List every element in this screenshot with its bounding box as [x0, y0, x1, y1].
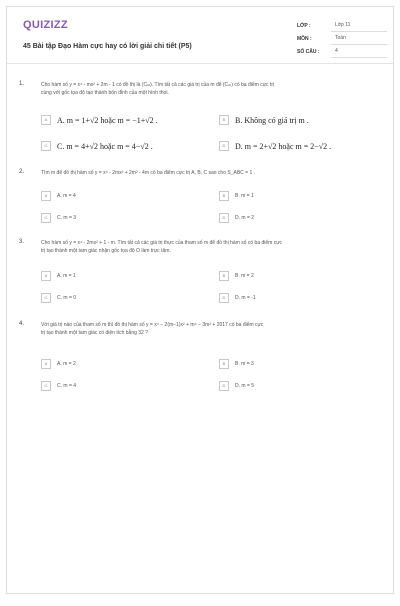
meta-row-count [297, 45, 387, 58]
question-number: 1. [19, 81, 25, 87]
option-text: B. m = 3 [235, 361, 254, 367]
question-text-line: Với giá trị nào của tham số m thì đồ thị hàm số y = x⁴ − 2(m−1)x² + m⁴ − 3m² + 2017 có ba điểm cực [41, 322, 264, 328]
option-text: D. m = -1 [235, 295, 256, 301]
worksheet-page [6, 6, 394, 594]
option-letter-box: C [41, 293, 51, 303]
question-text-line: Tìm m để đồ thị hàm số y = x⁴ - 2mx² + 2m² - 4m có ba điểm cực trị A, B, C sao cho S_ABC = 1 . [41, 170, 256, 176]
question-text-line: trị tạo thành một tam giác nhận gốc tọa độ O làm trực tâm. [41, 248, 171, 254]
option-text: D. m = 2 [235, 215, 255, 221]
page-title: 45 Bài tập Đạo Hàm cực hay có lời giải chi tiết (P5) [23, 43, 192, 50]
option-text: A. m = 1 [57, 273, 76, 279]
option-text: B. m = 2 [235, 273, 254, 279]
question-3 [19, 239, 387, 311]
question-1 [19, 81, 387, 161]
question-text [41, 81, 387, 97]
option-letter-box: B [219, 359, 229, 369]
option-b[interactable] [219, 271, 254, 281]
meta-row-subject [297, 32, 387, 45]
option-a[interactable] [41, 359, 76, 369]
option-text: C. m = 3 [57, 215, 77, 221]
meta-label: LỚP : [297, 22, 311, 29]
meta-row-grade [297, 19, 387, 32]
option-letter-box: D [219, 213, 229, 223]
meta-value: Toán [331, 32, 387, 45]
option-a[interactable] [41, 115, 158, 125]
question-text [41, 169, 387, 177]
question-4 [19, 321, 387, 397]
option-letter-box: C [41, 381, 51, 391]
option-letter-box: D [219, 293, 229, 303]
quizizz-logo: QUIZIZZ [23, 19, 68, 31]
question-text [41, 239, 387, 255]
meta-label: MÔN : [297, 35, 312, 42]
option-a[interactable] [41, 191, 76, 201]
question-text-line: Cho hàm số y = x⁴ - 2mx² + 1 - m. Tìm tất cả các giá trị thực của tham số m để đồ thị hàm số có ba điểm cực [41, 240, 283, 246]
option-c[interactable] [41, 213, 76, 223]
option-letter-box: A [41, 359, 51, 369]
option-text: B. m = 1 [235, 193, 254, 199]
option-letter-box: D [219, 381, 229, 391]
option-text: B. Không có giá trị m . [235, 115, 309, 125]
option-letter-box: C [41, 213, 51, 223]
option-letter-box: A [41, 115, 51, 125]
option-b[interactable] [219, 115, 309, 125]
question-text-line: Cho hàm số y = x⁴ - mx² + 2m - 1 có đồ thị là (Cₘ). Tìm tất cả các giá trị của m để (Cₘ) có ba điểm cực trị [41, 82, 275, 88]
option-letter-box: A [41, 271, 51, 281]
option-text: C. m = 0 [57, 295, 77, 301]
option-text: A. m = 1+√2 hoặc m = −1+√2 . [57, 115, 158, 125]
header-divider [7, 63, 393, 64]
meta-table [297, 19, 387, 58]
option-d[interactable] [219, 141, 331, 151]
question-text-line: cùng với gốc tọa độ tạo thành bốn đỉnh của một hình thoi. [41, 90, 169, 96]
question-text-line: trị tạo thành một tam giác có diện tích bằng 32 ? [41, 330, 149, 336]
option-text: D. m = 5 [235, 383, 255, 389]
question-number: 4. [19, 321, 25, 327]
option-letter-box: B [219, 271, 229, 281]
option-a[interactable] [41, 271, 76, 281]
meta-label: SỐ CÂU : [297, 48, 320, 55]
option-letter-box: A [41, 191, 51, 201]
option-c[interactable] [41, 293, 76, 303]
option-b[interactable] [219, 359, 254, 369]
question-text [41, 321, 387, 337]
option-d[interactable] [219, 213, 254, 223]
question-2 [19, 169, 387, 231]
option-text: A. m = 2 [57, 361, 76, 367]
option-b[interactable] [219, 191, 254, 201]
option-text: C. m = 4+√2 hoặc m = 4−√2 . [57, 141, 153, 151]
option-d[interactable] [219, 293, 256, 303]
option-d[interactable] [219, 381, 254, 391]
question-number: 3. [19, 239, 25, 245]
meta-value: 4 [331, 45, 387, 58]
option-letter-box: D [219, 141, 229, 151]
option-letter-box: C [41, 141, 51, 151]
option-c[interactable] [41, 141, 153, 151]
meta-value: Lớp 11 [331, 19, 387, 32]
option-letter-box: B [219, 115, 229, 125]
option-text: A. m = 4 [57, 193, 76, 199]
option-text: C. m = 4 [57, 383, 77, 389]
option-c[interactable] [41, 381, 76, 391]
option-letter-box: B [219, 191, 229, 201]
question-number: 2. [19, 169, 25, 175]
option-text: D. m = 2+√2 hoặc m = 2−√2 . [235, 141, 332, 151]
